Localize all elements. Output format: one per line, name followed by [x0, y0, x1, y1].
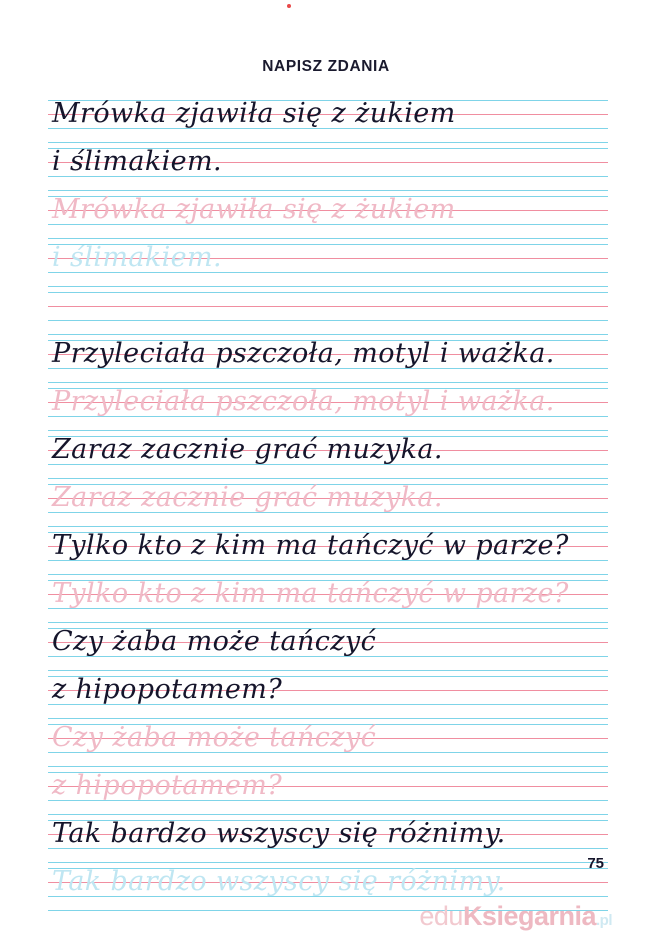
- model-text: i ślimakiem.: [52, 146, 223, 177]
- guide-line-mid: [48, 306, 608, 307]
- watermark-brand: Ksiegarnia: [462, 901, 596, 931]
- handwriting-worksheet: [48, 97, 608, 913]
- page-title: NAPISZ ZDANIA: [262, 58, 390, 75]
- model-text: Mrówka zjawiła się z żukiem: [52, 98, 456, 129]
- trace-text: i ślimakiem.: [52, 242, 223, 273]
- watermark: [419, 901, 612, 932]
- model-text: z hipopotamem?: [52, 674, 283, 705]
- trace-text: Zaraz zacznie grać muzyka.: [52, 482, 443, 513]
- worksheet-line: [48, 241, 608, 289]
- page-number: 75: [587, 855, 604, 872]
- watermark-suffix: .pl: [596, 912, 612, 929]
- guide-line-base: [48, 320, 608, 321]
- trace-text: Mrówka zjawiła się z żukiem: [52, 194, 456, 225]
- model-text: Czy żaba może tańczyć: [52, 626, 377, 657]
- model-text: Tylko kto z kim ma tańczyć w parze?: [52, 530, 569, 561]
- model-text: Zaraz zacznie grać muzyka.: [52, 434, 443, 465]
- model-text: Tak bardzo wszyscy się różnimy.: [52, 818, 506, 849]
- watermark-prefix: edu: [419, 901, 463, 931]
- trace-text: Czy żaba może tańczyć: [52, 722, 377, 753]
- guide-line-top: [48, 292, 608, 293]
- trace-text: Tylko kto z kim ma tańczyć w parze?: [52, 578, 569, 609]
- model-text: Przyleciała pszczoła, motyl i ważka.: [52, 338, 555, 369]
- trace-text: Przyleciała pszczoła, motyl i ważka.: [52, 386, 555, 417]
- trace-text: z hipopotamem?: [52, 770, 283, 801]
- trace-text: Tak bardzo wszyscy się różnimy.: [52, 866, 506, 897]
- decorative-dot: [287, 4, 291, 8]
- guide-line-bottom: [48, 286, 608, 287]
